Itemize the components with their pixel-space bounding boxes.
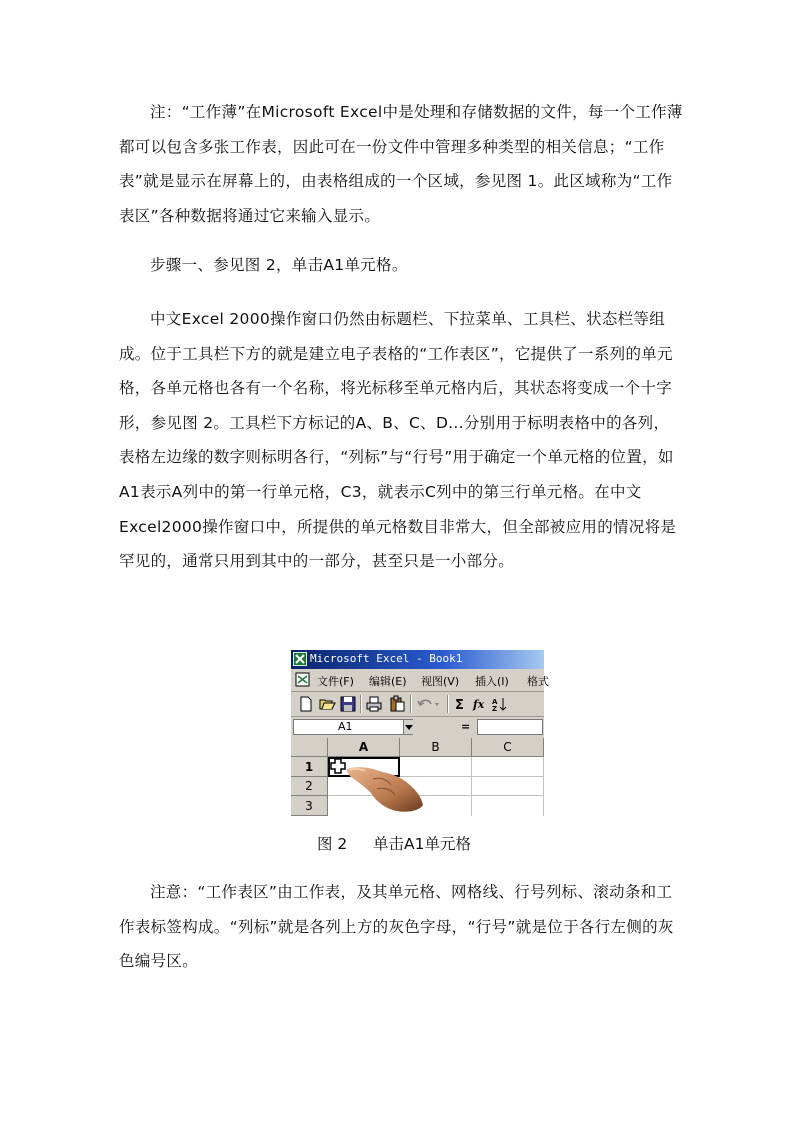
menu-file[interactable]: 文件(F) [317, 675, 354, 688]
formula-bar [291, 717, 544, 738]
formula-input[interactable] [477, 719, 543, 735]
caption-label: 图 2 [317, 835, 348, 853]
toolbar-separator [360, 695, 362, 713]
svg-text:Z: Z [492, 705, 498, 713]
excel-app-icon [293, 652, 307, 666]
column-header-b[interactable]: B [400, 738, 472, 757]
column-header-c[interactable]: C [472, 738, 544, 757]
name-box-value: A1 [338, 720, 353, 733]
print-icon[interactable] [365, 695, 383, 713]
menu-bar [291, 669, 549, 692]
crosshair-cursor-icon [330, 758, 346, 777]
open-icon[interactable] [318, 695, 336, 713]
menu-view[interactable]: 视图(V) [421, 675, 460, 688]
menu-edit[interactable]: 编辑(E) [369, 675, 407, 688]
worksheet-grid [291, 738, 544, 816]
gridline [471, 757, 472, 816]
step-one-paragraph: 步骤一、参见图 2，单击A1单元格。 [150, 256, 408, 274]
excel-screenshot-figure [291, 650, 549, 816]
svg-text:A: A [492, 698, 498, 706]
menu-insert[interactable]: 插入(I) [475, 675, 509, 688]
pointing-hand-icon [347, 763, 427, 818]
window-title: Microsoft Excel - Book1 [310, 652, 463, 665]
name-box[interactable] [293, 719, 413, 735]
undo-icon[interactable] [416, 695, 434, 713]
function-icon[interactable] [471, 695, 489, 713]
save-icon[interactable] [339, 695, 357, 713]
sum-icon[interactable] [451, 695, 469, 713]
sort-icon[interactable] [491, 695, 509, 713]
new-icon[interactable] [297, 695, 315, 713]
column-header-a[interactable]: A [328, 738, 400, 757]
svg-text:Σ: Σ [455, 698, 464, 713]
toolbar-separator [410, 695, 412, 713]
select-all-corner[interactable] [291, 738, 328, 757]
attention-paragraph: 注意：“工作表区”由工作表，及其单元格、网格线、行号列标、滚动条和工作表标签构成。“列标”就是各列上方的灰色字母，“行号”就是位于各行左侧的灰色编号区。 [119, 883, 674, 971]
equals-button[interactable]: = [461, 720, 471, 733]
gridline [543, 757, 544, 816]
note-paragraph: 注：“工作薄”在Microsoft Excel中是处理和存储数据的文件，每一个工作薄都可以包含多张工作表，因此可在一份文件中管理多种类型的相关信息；“工作表”就是显示在屏幕上的，由表格组成的一个区域，参见图 1。此区域称为“工作表区”各种数据将通过它来输入显示。 [119, 103, 683, 225]
document-icon[interactable] [295, 672, 310, 687]
caption-text: 单击A1单元格 [373, 835, 471, 853]
title-bar [291, 650, 544, 669]
svg-text:fx: fx [473, 698, 485, 711]
menu-format[interactable]: 格式 [527, 675, 549, 688]
toolbar-separator [447, 695, 449, 713]
body-paragraph: 中文Excel 2000操作窗口仍然由标题栏、下拉菜单、工具栏、状态栏等组成。位于工具栏下方的就是建立电子表格的“工作表区”，它提供了一系列的单元格，各单元格也各有一个名称，将光标移至单元格内后，其状态将变成一个十字形，参见图 2。工具栏下方标记的A、B、C、D...分别用于标明表格中的各列，表格左边缘的数字则标明各行，“列标”与“行号”用于确定一个单元格的位置，如A1表示A列中的第一行单元格，C3，就表示C列中的第三行单元格。在中文Excel2000操作窗口中，所提供的单元格数目非常大，但全部被应用的情况将是罕见的，通常只用到其中的一部分，甚至只是一小部分。 [119, 310, 677, 571]
row-header-1[interactable]: 1 [291, 757, 328, 777]
row-header-3[interactable]: 3 [291, 796, 328, 816]
paste-icon[interactable] [388, 695, 406, 713]
row-header-2[interactable]: 2 [291, 777, 328, 796]
standard-toolbar [291, 692, 544, 717]
chevron-down-icon[interactable] [403, 720, 414, 734]
